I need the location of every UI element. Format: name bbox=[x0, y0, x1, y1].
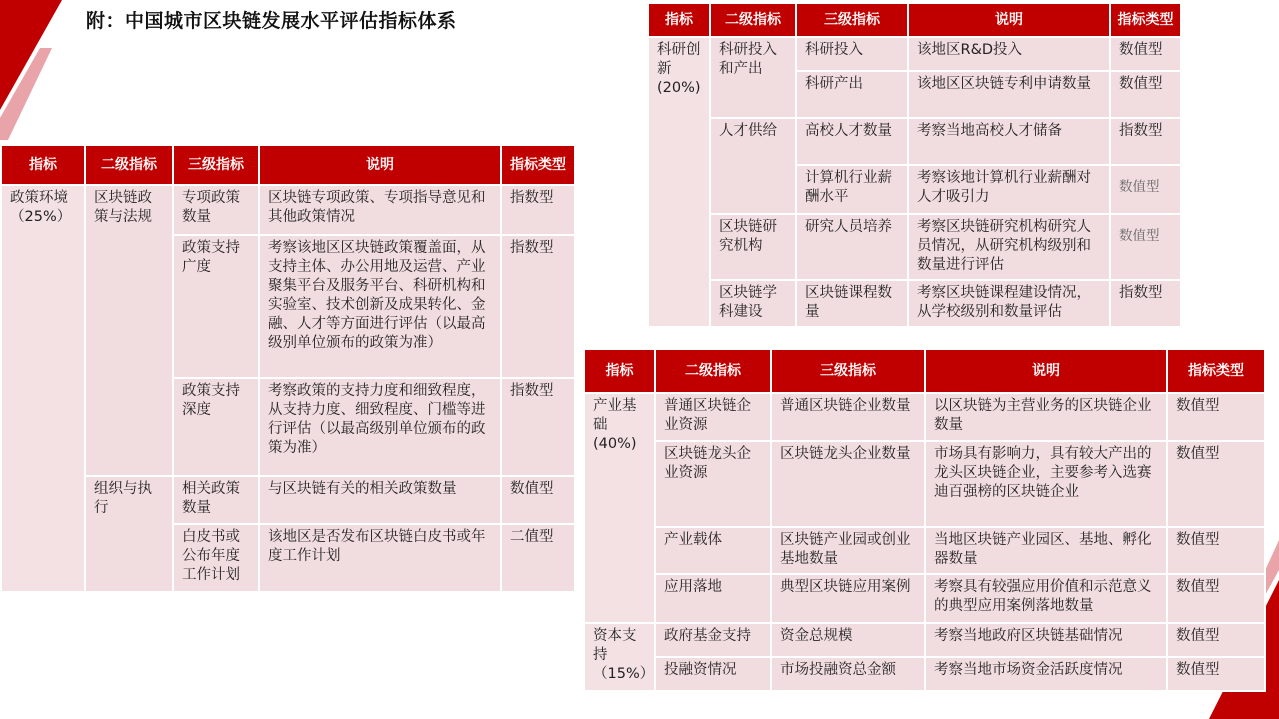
description-cell: 考察区块链课程建设情况，从学校级别和数量评估 bbox=[908, 280, 1110, 327]
header-description: 说明 bbox=[925, 349, 1167, 393]
header-level2: 二级指标 bbox=[655, 349, 771, 393]
level3-cell: 白皮书或公布年度工作计划 bbox=[173, 524, 259, 592]
policy-environment-table bbox=[0, 144, 576, 593]
description-cell: 该地区区块链专利申请数量 bbox=[908, 71, 1110, 118]
header-indicator: 指标 bbox=[584, 349, 655, 393]
level2-cell: 科研投入和产出 bbox=[710, 37, 796, 118]
type-cell: 指数型 bbox=[501, 185, 575, 235]
table-row bbox=[648, 37, 1181, 71]
level2-cell: 区块链龙头企业资源 bbox=[655, 441, 771, 527]
table-header-row bbox=[584, 349, 1265, 393]
header-level3: 三级指标 bbox=[173, 145, 259, 185]
table-row bbox=[584, 623, 1265, 657]
level2-cell: 区块链政策与法规 bbox=[85, 185, 173, 476]
description-cell: 以区块链为主营业务的区块链企业数量 bbox=[925, 393, 1167, 441]
level3-cell: 政策支持广度 bbox=[173, 235, 259, 378]
header-type: 指标类型 bbox=[1167, 349, 1265, 393]
research-innovation-table bbox=[647, 2, 1182, 328]
type-cell: 数值型 bbox=[1110, 71, 1181, 118]
type-cell: 指数型 bbox=[1110, 280, 1181, 327]
description-cell: 考察当地市场资金活跃度情况 bbox=[925, 657, 1167, 691]
description-cell: 当地区块链产业园区、基地、孵化器数量 bbox=[925, 527, 1167, 574]
description-cell: 区块链专项政策、专项指导意见和其他政策情况 bbox=[259, 185, 501, 235]
type-cell: 数值型 bbox=[501, 476, 575, 524]
level1-cell: 产业基础(40%) bbox=[584, 393, 655, 623]
table-row bbox=[584, 574, 1265, 623]
level3-cell: 市场投融资总金额 bbox=[771, 657, 925, 691]
level3-cell: 专项政策数量 bbox=[173, 185, 259, 235]
type-cell: 指数型 bbox=[1110, 118, 1181, 165]
header-level2: 二级指标 bbox=[85, 145, 173, 185]
description-cell: 考察当地高校人才储备 bbox=[908, 118, 1110, 165]
level3-cell: 区块链龙头企业数量 bbox=[771, 441, 925, 527]
level2-cell: 组织与执行 bbox=[85, 476, 173, 592]
table-row bbox=[648, 118, 1181, 165]
header-type: 指标类型 bbox=[501, 145, 575, 185]
header-description: 说明 bbox=[908, 3, 1110, 37]
level2-cell: 区块链学科建设 bbox=[710, 280, 796, 327]
description-cell: 考察当地政府区块链基础情况 bbox=[925, 623, 1167, 657]
industry-capital-table bbox=[583, 348, 1266, 692]
type-cell: 数值型 bbox=[1167, 527, 1265, 574]
level3-cell: 典型区块链应用案例 bbox=[771, 574, 925, 623]
table-header-row bbox=[648, 3, 1181, 37]
table-row bbox=[584, 527, 1265, 574]
header-level3: 三级指标 bbox=[771, 349, 925, 393]
level2-cell: 产业载体 bbox=[655, 527, 771, 574]
description-cell: 考察该地区区块链政策覆盖面，从支持主体、办公用地及运营、产业聚集平台及服务平台、科研机构和实验室、技术创新及成果转化、金融、人才等方面进行评估（以最高级别单位颁布的政策为准） bbox=[259, 235, 501, 378]
table-row bbox=[648, 280, 1181, 327]
level3-cell: 区块链课程数量 bbox=[796, 280, 908, 327]
level3-cell: 科研产出 bbox=[796, 71, 908, 118]
header-level3: 三级指标 bbox=[796, 3, 908, 37]
table-row bbox=[584, 441, 1265, 527]
type-cell: 数值型 bbox=[1110, 165, 1181, 214]
type-cell: 数值型 bbox=[1110, 214, 1181, 280]
type-cell: 指数型 bbox=[501, 378, 575, 476]
type-cell: 数值型 bbox=[1167, 623, 1265, 657]
level3-cell: 科研投入 bbox=[796, 37, 908, 71]
page-title: 附：中国城市区块链发展水平评估指标体系 bbox=[86, 10, 457, 32]
description-cell: 与区块链有关的相关政策数量 bbox=[259, 476, 501, 524]
level3-cell: 政策支持深度 bbox=[173, 378, 259, 476]
description-cell: 市场具有影响力，具有较大产出的龙头区块链企业，主要参考入选赛迪百强榜的区块链企业 bbox=[925, 441, 1167, 527]
level2-cell: 投融资情况 bbox=[655, 657, 771, 691]
type-cell: 二值型 bbox=[501, 524, 575, 592]
header-level2: 二级指标 bbox=[710, 3, 796, 37]
description-cell: 该地区是否发布区块链白皮书或年度工作计划 bbox=[259, 524, 501, 592]
level2-cell: 普通区块链企业资源 bbox=[655, 393, 771, 441]
description-cell: 该地区R&D投入 bbox=[908, 37, 1110, 71]
type-cell: 指数型 bbox=[501, 235, 575, 378]
table-header-row bbox=[1, 145, 575, 185]
header-indicator: 指标 bbox=[648, 3, 710, 37]
corner-decoration-top-left bbox=[0, 0, 70, 145]
table-row bbox=[648, 214, 1181, 280]
table-row bbox=[1, 185, 575, 235]
type-cell: 数值型 bbox=[1110, 37, 1181, 71]
description-cell: 考察具有较强应用价值和示范意义的典型应用案例落地数量 bbox=[925, 574, 1167, 623]
type-cell: 数值型 bbox=[1167, 393, 1265, 441]
level2-cell: 政府基金支持 bbox=[655, 623, 771, 657]
header-indicator: 指标 bbox=[1, 145, 85, 185]
level3-cell: 资金总规模 bbox=[771, 623, 925, 657]
type-cell: 数值型 bbox=[1167, 441, 1265, 527]
description-cell: 考察区块链研究机构研究人员情况，从研究机构级别和数量进行评估 bbox=[908, 214, 1110, 280]
level1-cell: 科研创新(20%) bbox=[648, 37, 710, 327]
level3-cell: 普通区块链企业数量 bbox=[771, 393, 925, 441]
type-cell: 数值型 bbox=[1167, 574, 1265, 623]
table-row bbox=[584, 657, 1265, 691]
type-cell: 数值型 bbox=[1167, 657, 1265, 691]
header-description: 说明 bbox=[259, 145, 501, 185]
description-cell: 考察政策的支持力度和细致程度，从支持力度、细致程度、门槛等进行评估（以最高级别单位颁布的政策为准） bbox=[259, 378, 501, 476]
table-row bbox=[584, 393, 1265, 441]
level1-cell: 政策环境（25%） bbox=[1, 185, 85, 592]
level3-cell: 研究人员培养 bbox=[796, 214, 908, 280]
level1-cell: 资本支持（15%） bbox=[584, 623, 655, 691]
level3-cell: 相关政策数量 bbox=[173, 476, 259, 524]
level2-cell: 应用落地 bbox=[655, 574, 771, 623]
header-type: 指标类型 bbox=[1110, 3, 1181, 37]
level2-cell: 区块链研究机构 bbox=[710, 214, 796, 280]
level3-cell: 区块链产业园或创业基地数量 bbox=[771, 527, 925, 574]
level2-cell: 人才供给 bbox=[710, 118, 796, 214]
description-cell: 考察该地计算机行业薪酬对人才吸引力 bbox=[908, 165, 1110, 214]
level3-cell: 计算机行业薪酬水平 bbox=[796, 165, 908, 214]
level3-cell: 高校人才数量 bbox=[796, 118, 908, 165]
table-row bbox=[1, 476, 575, 524]
